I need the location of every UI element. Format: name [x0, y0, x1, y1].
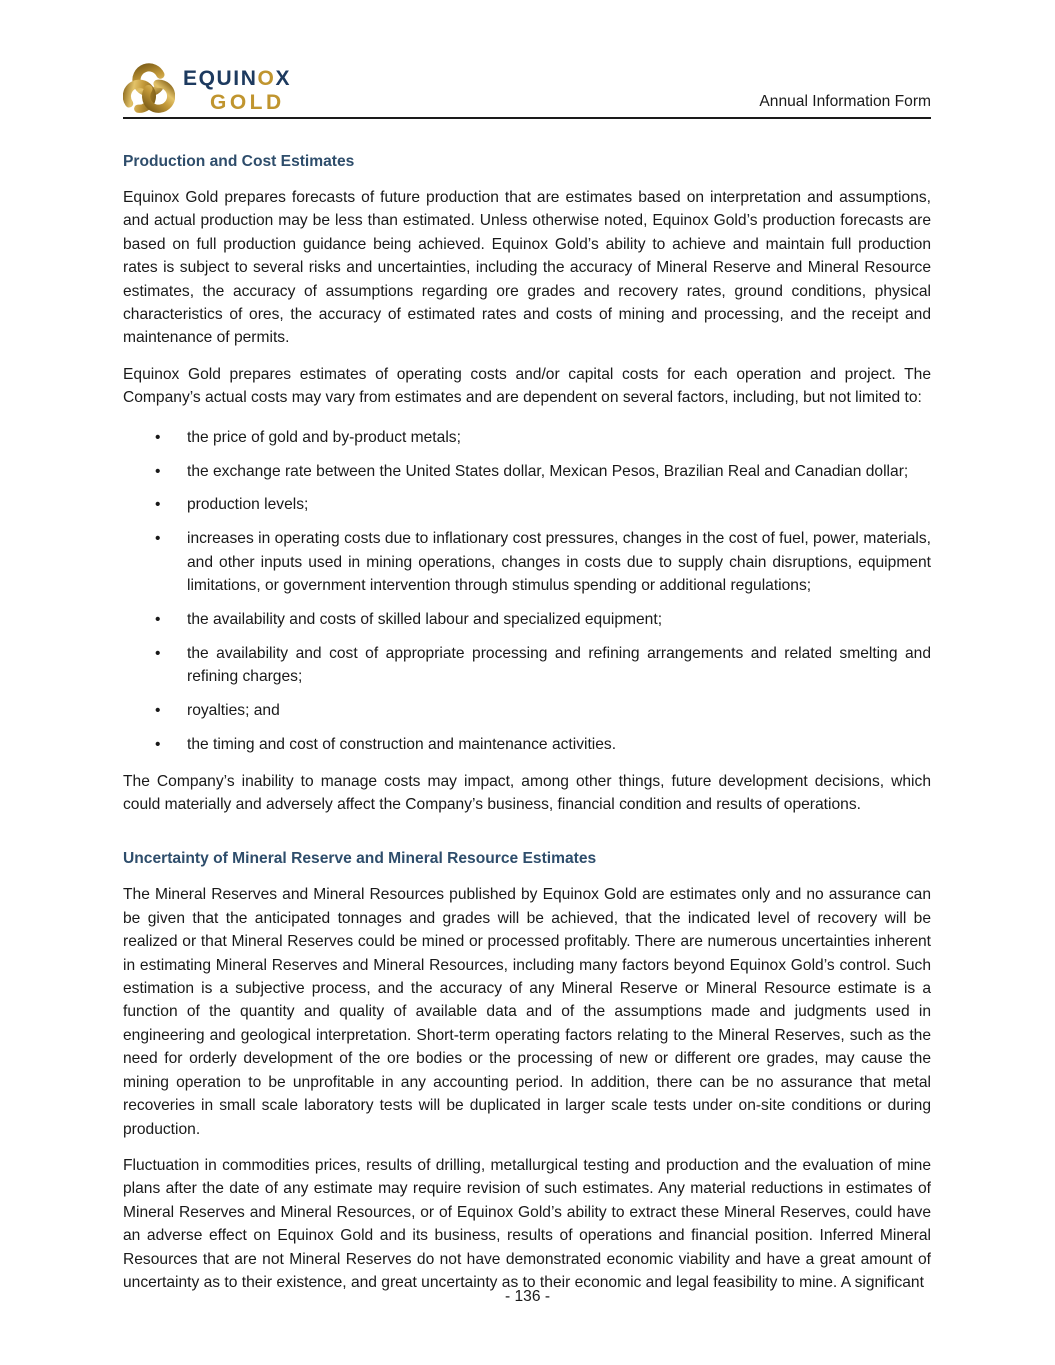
list-item-text: the availability and cost of appropriate processing and refining arrangements and related smelting and refining charges; [187, 645, 931, 686]
bullet-icon: • [155, 462, 161, 480]
interlocking-rings-icon [123, 63, 175, 116]
list-item [123, 608, 931, 631]
list-item-text: the availability and costs of skilled labour and specialized equipment; [187, 611, 663, 629]
list-item-text: the exchange rate between the United States dollar, Mexican Pesos, Brazilian Real and Canadian dollar; [187, 462, 909, 480]
equinox-gold-logo [123, 63, 291, 117]
paragraph: Fluctuation in commodities prices, results of drilling, metallurgical testing and production and the evaluation of mine plans after the date of any estimate may require revision of such estimates. Any material reductions in estimates of Mineral Reserves and Mineral Resources, or of Equinox Gold’s ability to extract these Mineral Reserves, could have an adverse effect on Equinox Gold and its business, results of operations and financial position. Inferred Mineral Resources that are not Mineral Reserves do not have demonstrated economic viability and have a great amount of uncertainty as to their existence, and great uncertainty as to their economic and legal feasibility to mine. A significant [123, 1156, 931, 1291]
list-item [123, 642, 931, 689]
bullet-icon: • [155, 645, 161, 662]
list-item [123, 426, 931, 449]
list-item-text: royalties; and [187, 702, 280, 720]
paragraph: Equinox Gold prepares estimates of operating costs and/or capital costs for each operation and project. The Company’s actual costs may vary from estimates and are dependent on several factors, including, but not limited to: [123, 365, 931, 407]
logo-word-equinox: EQUINOX [183, 67, 292, 90]
bullet-icon: • [155, 702, 161, 720]
page-header [123, 0, 931, 119]
list-item [123, 527, 931, 597]
page-number: - 136 - [504, 1287, 551, 1305]
document-body [0, 150, 1055, 1294]
list-item-text: the price of gold and by-product metals; [187, 428, 461, 446]
list-item [123, 699, 931, 722]
logo-word-gold: GOLD [210, 91, 285, 115]
list-item-text: production levels; [187, 496, 309, 514]
bullet-icon: • [155, 428, 161, 446]
paragraph: Equinox Gold prepares forecasts of future production that are estimates based on interpretation and assumptions, and actual production may be less than estimated. Unless otherwise noted, Equinox Gold’s production forecasts are based on full production guidance being achieved. Equinox Gold’s ability to achieve and maintain full production rates is subject to several risks and uncertainties, including the accuracy of Mineral Reserve and Mineral Resource estimates, the accuracy of assumptions regarding ore grades and recovery rates, ground conditions, physical characteristics of ores, the accuracy of estimated rates and costs of mining and processing, and the receipt and maintenance of permits. [123, 189, 931, 347]
heading-uncertainty-of-mineral-reserve-estimates: Uncertainty of Mineral Reserve and Mineral Resource Estimates [123, 850, 597, 868]
list-item [123, 460, 931, 483]
list-item-text: increases in operating costs due to inflationary cost pressures, changes in the cost of fuel, power, materials, and other inputs used in mining operations, changes in costs due to supply chain disruptions, equipment limitations, or government intervention through stimulus spending or additional regulations; [187, 530, 931, 595]
list-item [123, 493, 931, 516]
logo-wordmark [183, 63, 291, 114]
list-item-text: the timing and cost of construction and maintenance activities. [187, 736, 617, 754]
document-title: Annual Information Form [759, 92, 931, 110]
bullet-icon: • [155, 496, 161, 514]
bullet-icon: • [155, 736, 161, 754]
heading-production-and-cost-estimates: Production and Cost Estimates [123, 153, 355, 170]
paragraph: The Company’s inability to manage costs may impact, among other things, future development decisions, which could materially and adversely affect the Company’s business, financial condition and results of operations. [123, 772, 931, 814]
cost-factors-list [123, 426, 931, 757]
paragraph: The Mineral Reserves and Mineral Resources published by Equinox Gold are estimates only and no assurance can be given that the anticipated tonnages and grades will be achieved, that the indicated level of recovery will be realized or that Mineral Reserves could be mined or processed profitably. There are numerous uncertainties inherent in estimating Mineral Reserves and Mineral Resources, including many factors beyond Equinox Gold’s control. Such estimation is a subjective process, and the accuracy of any Mineral Reserve or Mineral Resource estimate is a function of the quantity and quality of available data and of the assumptions made and judgments used in engineering and geological interpretation. Short-term operating factors relating to the Mineral Reserves, such as the need for orderly development of the ore bodies or the processing of new or different ore grades, may cause the mining operation to be unprofitable in any accounting period. In addition, there can be no assurance that metal recoveries in small scale laboratory tests will be duplicated in larger scale tests under on-site conditions or during production. [123, 886, 931, 1138]
bullet-icon: • [155, 611, 161, 629]
bullet-icon: • [155, 530, 161, 548]
page-footer [0, 1285, 1055, 1308]
list-item [123, 733, 931, 756]
